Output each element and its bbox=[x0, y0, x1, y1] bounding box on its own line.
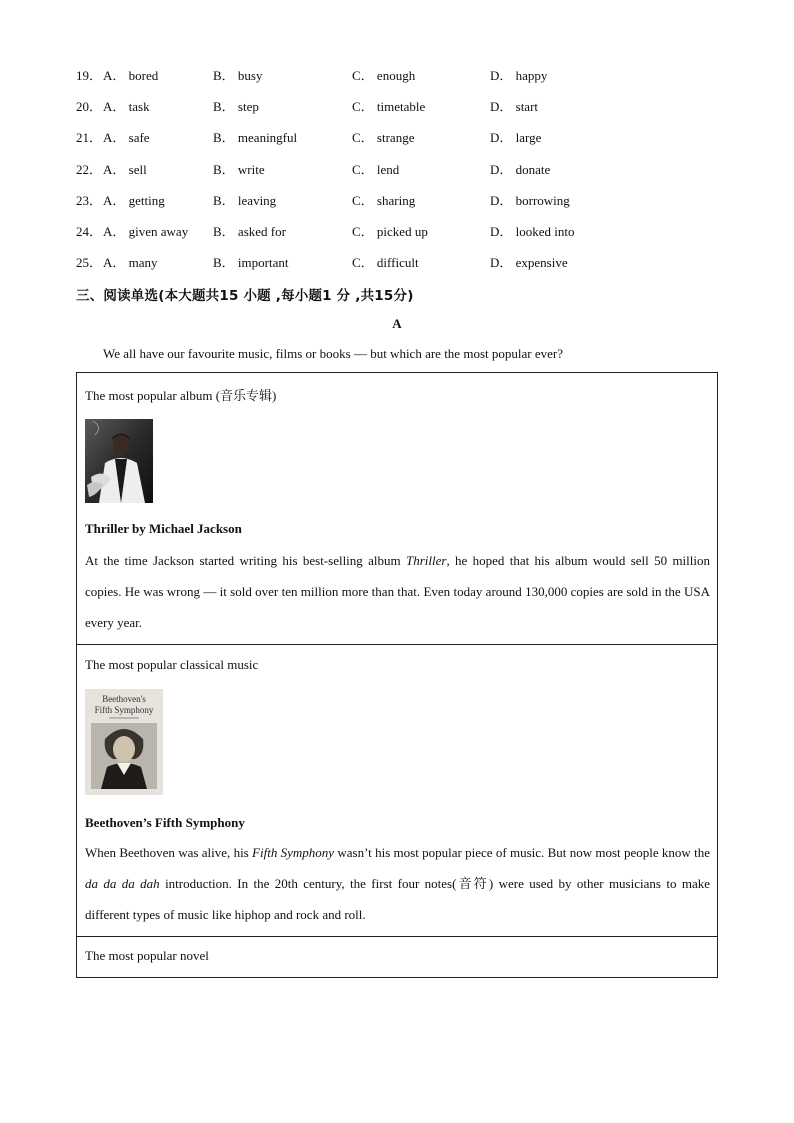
cover-title-line1: Beethoven's bbox=[102, 694, 146, 704]
option-d: D． large bbox=[490, 130, 542, 146]
question-number: 23． bbox=[76, 192, 103, 208]
option-b: B． important bbox=[213, 255, 289, 271]
option-b: B． busy bbox=[213, 68, 263, 83]
question-number: 19． bbox=[76, 68, 103, 83]
question-number: 25． bbox=[76, 255, 103, 271]
option-a: A． sell bbox=[103, 161, 147, 177]
option-c: C． strange bbox=[352, 130, 415, 146]
album-cover-image bbox=[85, 419, 153, 507]
option-c: C． lend bbox=[352, 161, 400, 177]
option-b: B． leaving bbox=[213, 192, 277, 208]
question-number: 20． bbox=[76, 99, 103, 115]
question-number: 22． bbox=[76, 161, 103, 177]
album-paragraph: At the time Jackson started writing his best-selling album Thriller, he hoped that his album would sell 50 million copies. He was wrong — it sold over ten million more than that. Even today around 130,000 copies are sold in the USA every year. bbox=[85, 553, 711, 630]
passage-intro: We all have our favourite music, films or books — but which are the most popular ever? bbox=[103, 346, 563, 361]
option-a: A． bored bbox=[103, 68, 159, 83]
option-d: D． expensive bbox=[490, 255, 568, 271]
cover-title-line2: Fifth Symphony bbox=[94, 705, 154, 715]
album-cell bbox=[77, 373, 717, 645]
passage-table bbox=[76, 372, 718, 978]
classical-cell bbox=[77, 645, 717, 937]
option-c: C． timetable bbox=[352, 99, 426, 115]
option-a: A． many bbox=[103, 255, 158, 271]
option-a: A． given away bbox=[103, 223, 189, 239]
option-d: D． donate bbox=[490, 161, 551, 177]
option-b: B． step bbox=[213, 99, 259, 115]
question-number: 21． bbox=[76, 130, 103, 146]
album-label: The most popular album (音乐专辑) bbox=[85, 388, 277, 403]
option-a: A． safe bbox=[103, 130, 150, 146]
passage-letter: A bbox=[392, 316, 402, 331]
option-c: C． picked up bbox=[352, 223, 428, 239]
option-a: A． task bbox=[103, 99, 150, 115]
classical-title: Beethoven’s Fifth Symphony bbox=[85, 815, 245, 830]
section-heading: 三、阅读单选(本大题共15 小题 ,每小题1 分 ,共15分) bbox=[76, 288, 414, 304]
novel-cell bbox=[77, 937, 717, 977]
option-b: B． write bbox=[213, 161, 265, 177]
classical-label: The most popular classical music bbox=[85, 657, 259, 672]
option-d: D． happy bbox=[490, 68, 548, 83]
option-d: D． borrowing bbox=[490, 192, 570, 208]
novel-label: The most popular novel bbox=[85, 948, 209, 963]
question-number: 24． bbox=[76, 223, 103, 239]
option-c: C． enough bbox=[352, 68, 416, 83]
symphony-cover-image bbox=[85, 689, 163, 799]
classical-paragraph: When Beethoven was alive, his Fifth Symphony wasn’t his most popular piece of music. But now most people know the da da da dah introduction. In the 20th century, the first four notes(音符) were used by other musicians to make different types of music like hiphop and rock and roll. bbox=[85, 845, 710, 922]
option-b: B． asked for bbox=[213, 223, 286, 239]
option-c: C． difficult bbox=[352, 255, 419, 271]
option-d: D． looked into bbox=[490, 223, 575, 239]
option-c: C． sharing bbox=[352, 192, 416, 208]
option-d: D． start bbox=[490, 99, 539, 115]
option-a: A． getting bbox=[103, 192, 165, 208]
album-title: Thriller by Michael Jackson bbox=[85, 521, 242, 536]
option-b: B． meaningful bbox=[213, 130, 298, 146]
